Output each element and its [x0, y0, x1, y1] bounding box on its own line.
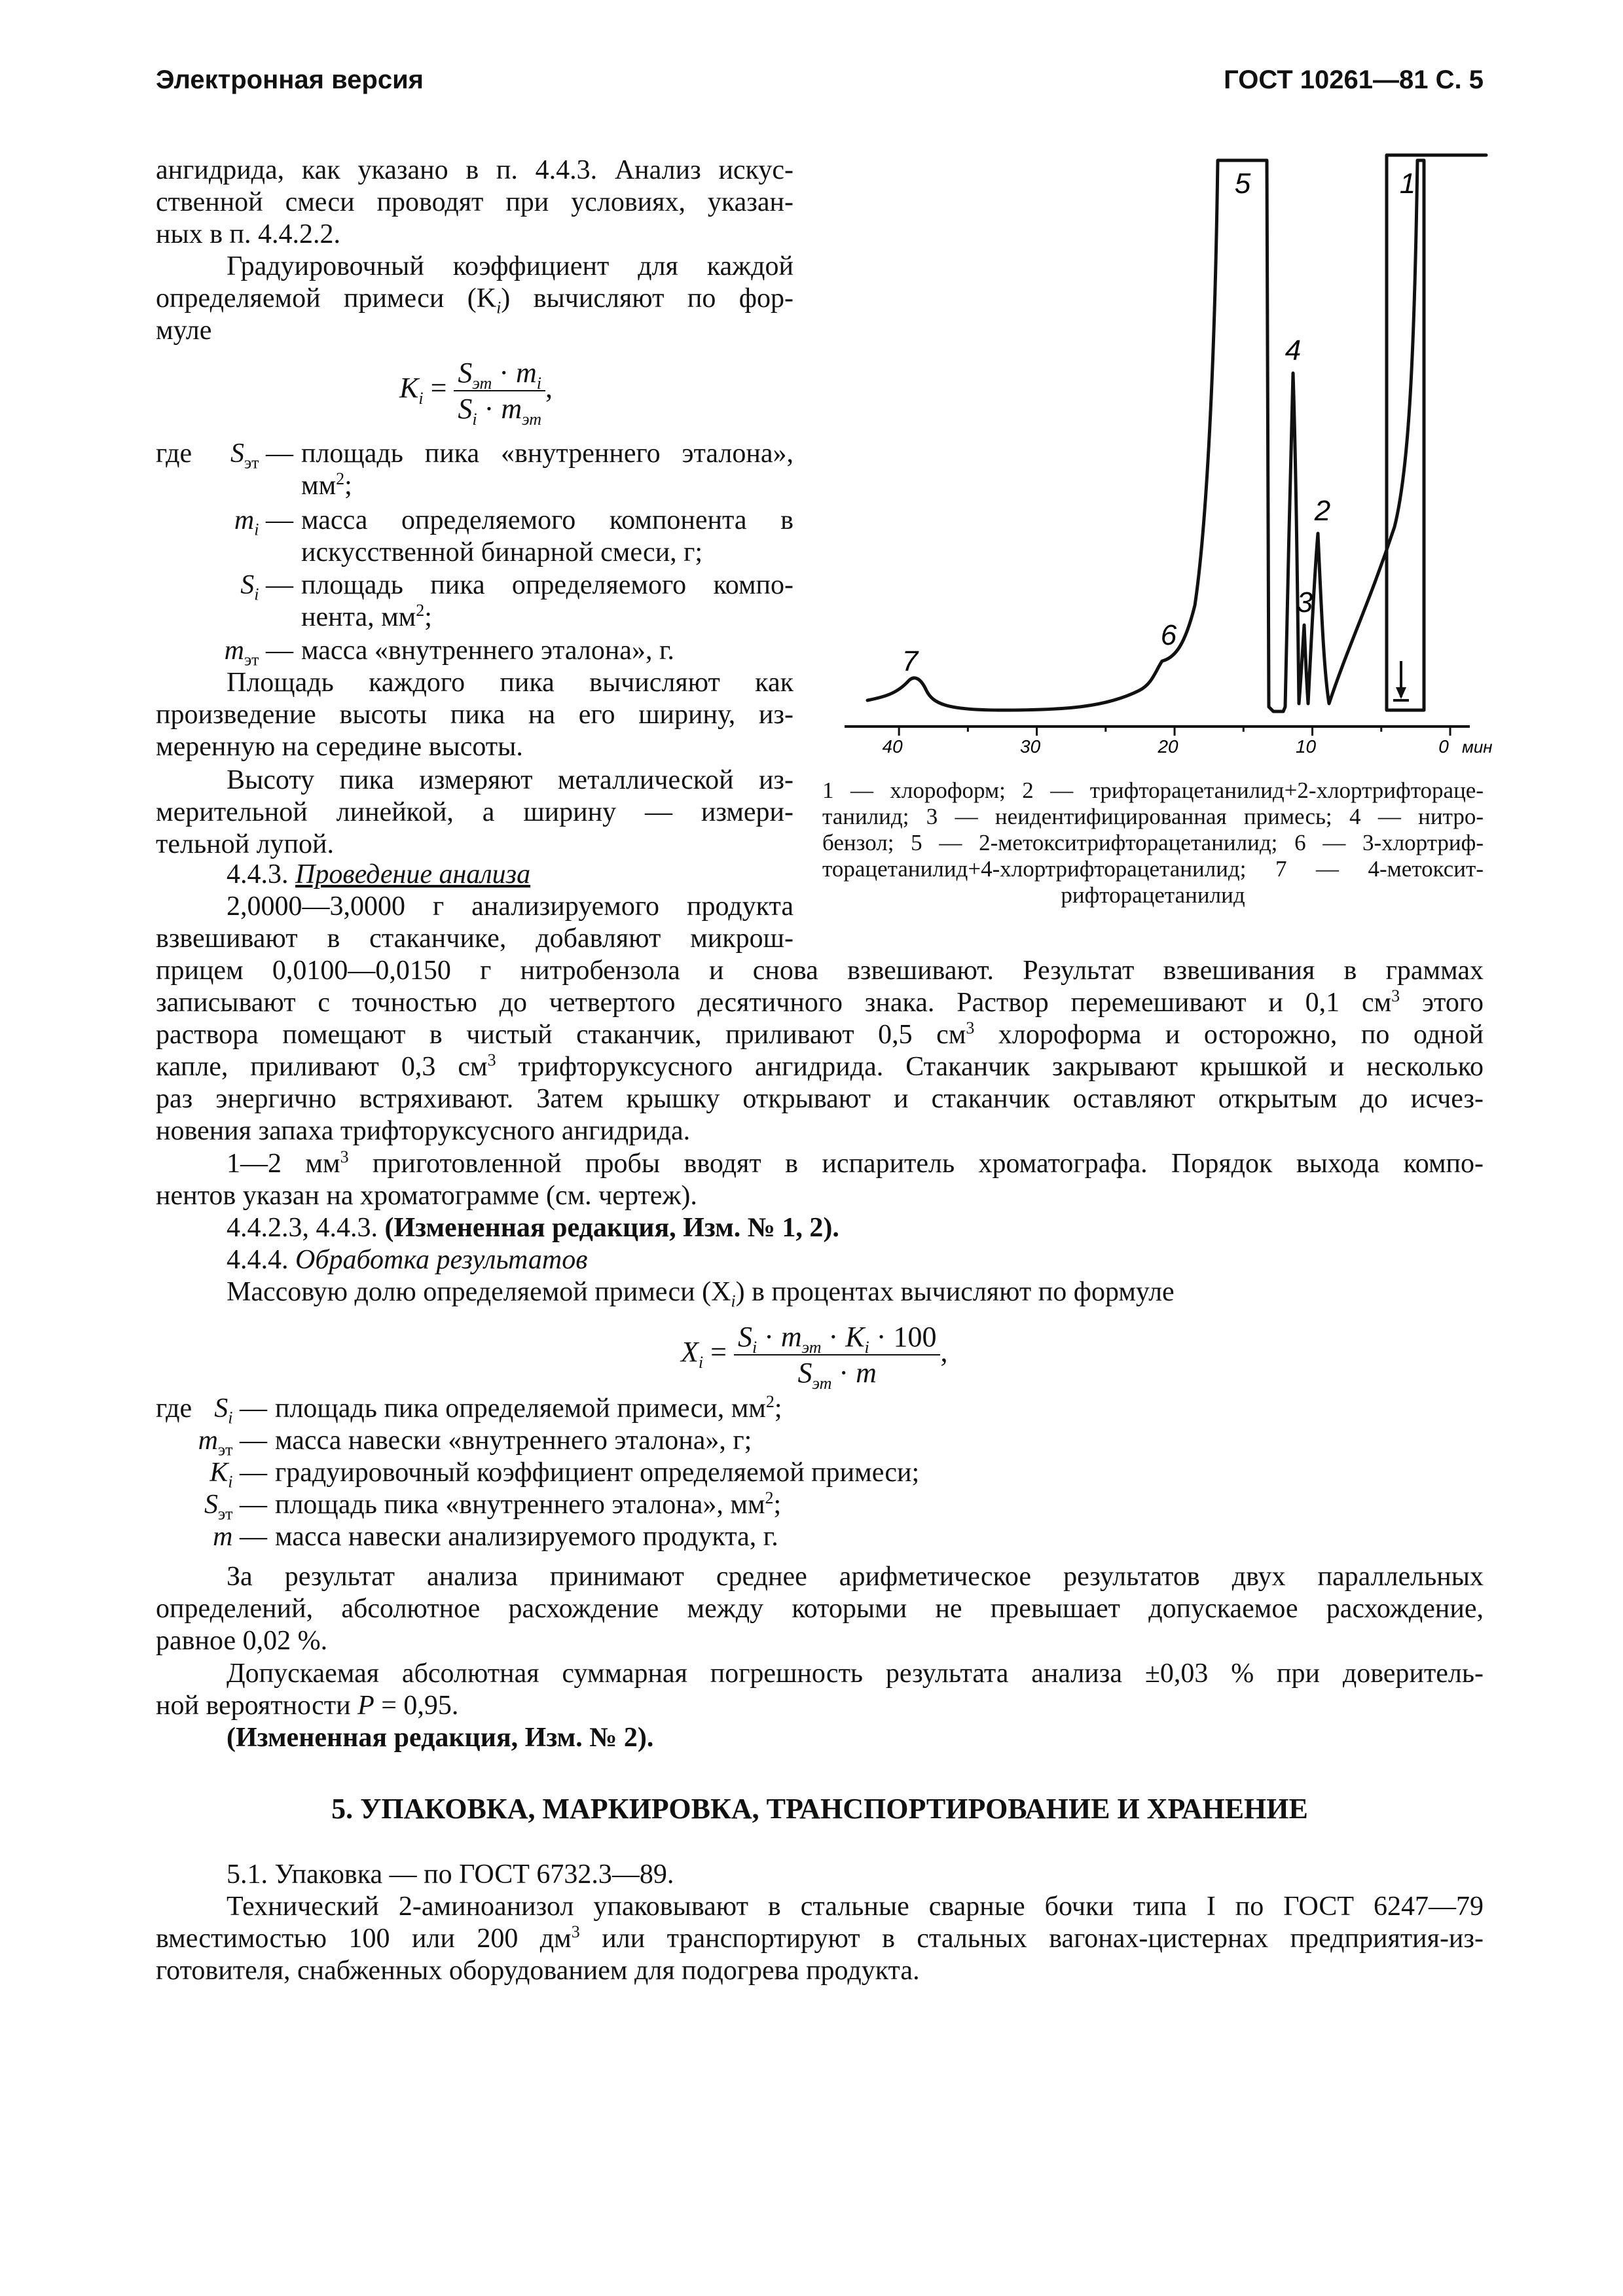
paragraph-mass-fraction: Массовую долю определяемой примеси $(X_i)$ в процентах вычисляют по формуле	[227, 1277, 1175, 1311]
symbol-m-i: $m_i$ —	[234, 505, 293, 539]
axis-tick-label: 0	[1438, 736, 1449, 757]
peak-label-5: 5	[1234, 168, 1251, 200]
peak-label-7: 7	[902, 645, 919, 677]
injection-arrow-icon	[1393, 661, 1409, 700]
edit-note-1: 4.4.2.3, 4.4.3. (Измененная редакция, Изм. № 1, 2).	[227, 1213, 839, 1243]
peak-label-4: 4	[1285, 334, 1302, 367]
axis-tick-label: 20	[1158, 736, 1178, 757]
peak-label-1: 1	[1399, 168, 1416, 200]
paragraph-sample-preparation: прицем 0,0100—0,0150 г нитробензола и снова взвешивают. Результат взвешивания в граммах записывают с точностью до четвертого десятичного знака. Раствор перемешивают и 0,1 $см^3$ этого раствора помещают в чистый стаканчик, приливают 0,5 $см^3$ хлороформа и осторожно, по одной капле, приливают 0,3 $см^3$ трифторуксусного ангидрида. Стаканчик закрывают крышкой и несколько раз энергично встряхивают. Затем крышку открывают и стаканчик оставляют открытым до исчез- новения запаха трифторуксусного ангидрида.	[156, 956, 1484, 1146]
chromatogram-chart	[831, 147, 1493, 757]
running-header-right: ГОСТ 10261—81 С. 5	[1224, 65, 1484, 94]
peak-label-6: 6	[1160, 619, 1177, 651]
formula-mass-fraction: $X_i$ = $\frac{S_i \cdot m_{эт} \cdot K_i \cdot 100}{S_{эт} \cdot m}$ ,	[681, 1321, 948, 1393]
axis-unit-label: мин	[1462, 737, 1493, 757]
symbol-S-et: $S_{эт}$ —	[230, 439, 293, 473]
section-5-heading: 5. УПАКОВКА, МАРКИРОВКА, ТРАНСПОРТИРОВАНИЕ И ХРАНЕНИЕ	[331, 1793, 1308, 1825]
paragraph-artificial-mixture: ангидрида, как указано в п. 4.4.3. Анализ искус- ственной смеси проводят при условиях, указан- ных в п. 4.4.2.2.	[156, 155, 793, 249]
symbol-S-i: $S_i$ —	[240, 570, 293, 604]
paragraph-error: Допускаемая абсолютная суммарная погрешность результата анализа ±0,03 % при доверитель- ной вероятности P = 0,95.	[156, 1659, 1484, 1721]
axis-tick-label: 10	[1295, 736, 1317, 757]
formula-mass-fraction-fraction: $\frac{S_i \cdot m_{эт} \cdot K_i \cdot 100}{S_{эт} \cdot m}$	[734, 1321, 940, 1389]
axis-tick-label: 40	[882, 736, 903, 757]
peak-label-3: 3	[1296, 586, 1313, 619]
paragraph-result-average: За результат анализа принимают среднее арифметическое результатов двух параллельных определений, абсолютное расхождение между которыми не превышает допускаемое расхождение, равное 0,02 %.	[156, 1562, 1484, 1656]
peak-label-2: 2	[1314, 495, 1331, 527]
chromatogram-peak-labels	[902, 168, 1415, 677]
formula-calibration: $K_i$ = $\frac{S_{эт} \cdot m_i}{S_i \cdot m_{эт}}$ ,	[399, 357, 553, 429]
paragraph-injection: 1—2 $мм^3$ приготовленной пробы вводят в испаритель хроматографа. Порядок выхода компо- нентов указан на хроматограмме (см. чертеж).	[156, 1147, 1484, 1211]
chromatogram-time-axis	[845, 726, 1493, 757]
paragraph-peak-height: Высоту пика измеряют металлической из- мерительной линейкой, а ширину — измери- тельной лупой.	[156, 765, 793, 859]
formula-calibration-fraction: $\frac{S_{эт} \cdot m_i}{S_i \cdot m_{эт}}$	[454, 357, 545, 425]
paragraph-sample-weighing: 2,0000—3,0000 г анализируемого продукта взвешивают в стаканчике, добавляют микрош-	[156, 891, 793, 954]
paragraph-packing-details: Технический 2-аминоанизол упаковывают в стальные сварные бочки типа I по ГОСТ 6247—79 вместимостью 100 или 200 $дм^3$ или транспортируют в стальных вагонах-цистернах предприятия-из- готовителя, снабженных оборудованием для подогрева продукта.	[156, 1892, 1484, 1986]
chromatogram-caption: 1 — хлороформ; 2 — трифторацетанилид+2-хлортрифторацe- танилид; 3 — неидентифицированная примесь; 4 — нитро- бензол; 5 — 2-метокситрифторацетанилид; 6 — 3-хлортриф- торацетанилид+4-хлортрифторацетанилид; 7 — 4-метоксит- рифторацетанилид	[822, 778, 1484, 908]
chromatogram-trace	[867, 155, 1486, 711]
edit-note-2: (Измененная редакция, Изм. № 2).	[227, 1723, 654, 1753]
axis-tick-label: 30	[1020, 736, 1041, 757]
running-header-left: Электронная версия	[156, 65, 424, 94]
section-4-4-3-heading: 4.4.3. Проведение анализа	[227, 859, 531, 889]
paragraph-packing: 5.1. Упаковка — по ГОСТ 6732.3—89.	[227, 1859, 674, 1890]
symbol-m-et: $m_{эт}$ —	[224, 636, 293, 670]
paragraph-calibration-coefficient: Градуировочный коэффициент для каждой определяемой примеси $(K_i)$ вычисляют по фор- муле	[156, 251, 793, 346]
paragraph-peak-area: Площадь каждого пика вычисляют как произведение высоты пика на его ширину, из- меренную на середине высоты.	[156, 668, 793, 762]
section-4-4-4-heading: 4.4.4. Обработка результатов	[227, 1245, 588, 1275]
